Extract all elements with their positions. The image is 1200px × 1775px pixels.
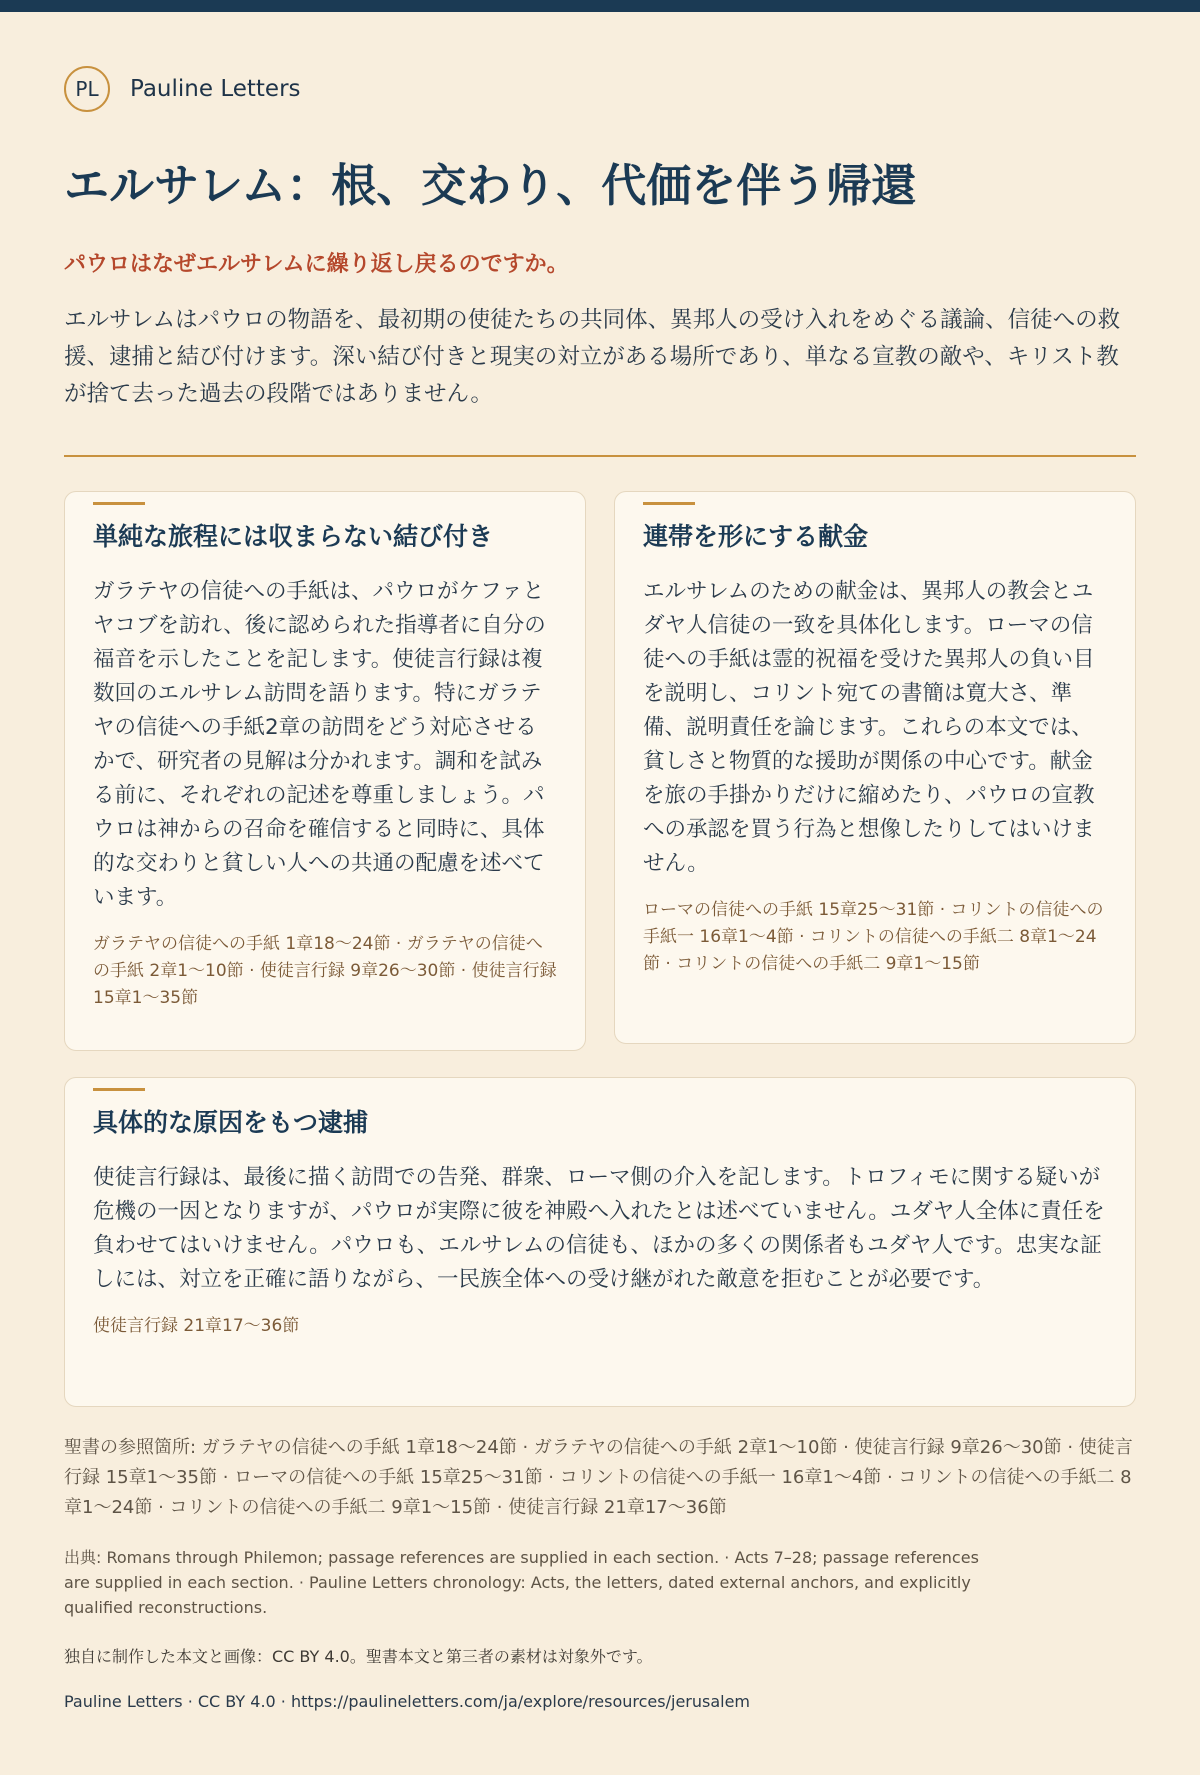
sources-note: 出典: Romans through Philemon; passage references are supplied in each section. · Acts 7–28; passage references are supplied in each section. · Pauline Letters chronology: Acts, the letters, dated external anchors, and explicitly qualified reconstructions. <box>64 1548 979 1617</box>
cards-row <box>64 491 1136 1051</box>
section-references: 使徒言行録 21章17〜36節 <box>93 1316 300 1336</box>
footer-link[interactable]: Pauline Letters · CC BY 4.0 · https://paulineletters.com/ja/explore/resources/jerusalem <box>64 1692 751 1711</box>
page-question: パウロはなぜエルサレムに繰り返し戻るのですか。 <box>64 252 569 277</box>
section-references: ローマの信徒への手紙 15章25〜31節 · コリントの信徒への手紙一 16章1〜4節 · コリントの信徒への手紙二 8章1〜24節 · コリントの信徒への手紙二 9章1〜15節 <box>643 900 1104 974</box>
section-card-collection <box>614 491 1136 1044</box>
section-body: ガラテヤの信徒への手紙は、パウロがケファとヤコブを訪れ、後に認められた指導者に自分の福音を示したことを記します。使徒言行録は複数回のエルサレム訪問を語ります。特にガラテヤの信徒への手紙2章の訪問をどう対応させるかで、研究者の見解は分かれます。調和を試みる前に、それぞれの記述を尊重しましょう。パウロは神からの召命を確信すると同時に、具体的な交わりと貧しい人への共通の配慮を述べています。 <box>93 579 546 910</box>
page-title: エルサレム：根、交わり、代価を伴う帰還 <box>64 159 917 212</box>
page-intro: エルサレムはパウロの物語を、最初期の使徒たちの共同体、異邦人の受け入れをめぐる議論、信徒への救援、逮捕と結び付けます。深い結び付きと現実の対立がある場所であり、単なる宣教の敵や、キリスト教が捨て去った過去の段階ではありません。 <box>64 307 1121 407</box>
brand-header[interactable] <box>64 64 1136 114</box>
section-heading: 単純な旅程には収まらない結び付き <box>93 522 494 551</box>
section-card-connections <box>64 491 586 1051</box>
brand-name: Pauline Letters <box>130 76 301 102</box>
license-note: 独自に制作した本文と画像：CC BY 4.0。聖書本文と第三者の素材は対象外です。 <box>64 1647 653 1666</box>
card-accent-line <box>643 502 695 505</box>
page-content <box>0 64 1200 1714</box>
section-heading: 具体的な原因をもつ逮捕 <box>93 1108 369 1137</box>
section-card-arrest <box>64 1077 1136 1407</box>
card-accent-line <box>93 1088 145 1091</box>
section-body: 使徒言行録は、最後に描く訪問での告発、群衆、ローマ側の介入を記します。トロフィモに関する疑いが危機の一因となりますが、パウロが実際に彼を神殿へ入れたとは述べていません。ユダヤ人全体に責任を負わせてはいけません。パウロも、エルサレムの信徒も、ほかの多くの関係者もユダヤ人です。忠実な証しには、対立を正確に語りながら、一民族全体への受け継がれた敵意を拒むことが必要です。 <box>93 1165 1105 1292</box>
section-references: ガラテヤの信徒への手紙 1章18〜24節 · ガラテヤの信徒への手紙 2章1〜10節 · 使徒言行録 9章26〜30節 · 使徒言行録 15章1〜35節 <box>93 934 557 1008</box>
brand-logo: PL <box>64 66 110 112</box>
section-heading: 連帯を形にする献金 <box>643 522 869 551</box>
card-accent-line <box>93 502 145 505</box>
top-accent-bar <box>0 0 1200 12</box>
scripture-references: 聖書の参照箇所: ガラテヤの信徒への手紙 1章18〜24節 · ガラテヤの信徒への手紙 2章1〜10節 · 使徒言行録 9章26〜30節 · 使徒言行録 15章1〜35節 · ローマの信徒への手紙 15章25〜31節 · コリントの信徒への手紙一 16章1〜4節 · コリントの信徒への手紙二 8章1〜24節 · コリントの信徒への手紙二 9章1〜15節 · 使徒言行録 21章17〜36節 <box>64 1437 1133 1518</box>
section-divider <box>64 455 1136 457</box>
section-body: エルサレムのための献金は、異邦人の教会とユダヤ人信徒の一致を具体化します。ローマの信徒への手紙は霊的祝福を受けた異邦人の負い目を説明し、コリント宛ての書簡は寛大さ、準備、説明責任を論じます。これらの本文では、貧しさと物質的な援助が関係の中心です。献金を旅の手掛かりだけに縮めたり、パウロの宣教への承認を買う行為と想像したりしてはいけません。 <box>643 579 1095 876</box>
